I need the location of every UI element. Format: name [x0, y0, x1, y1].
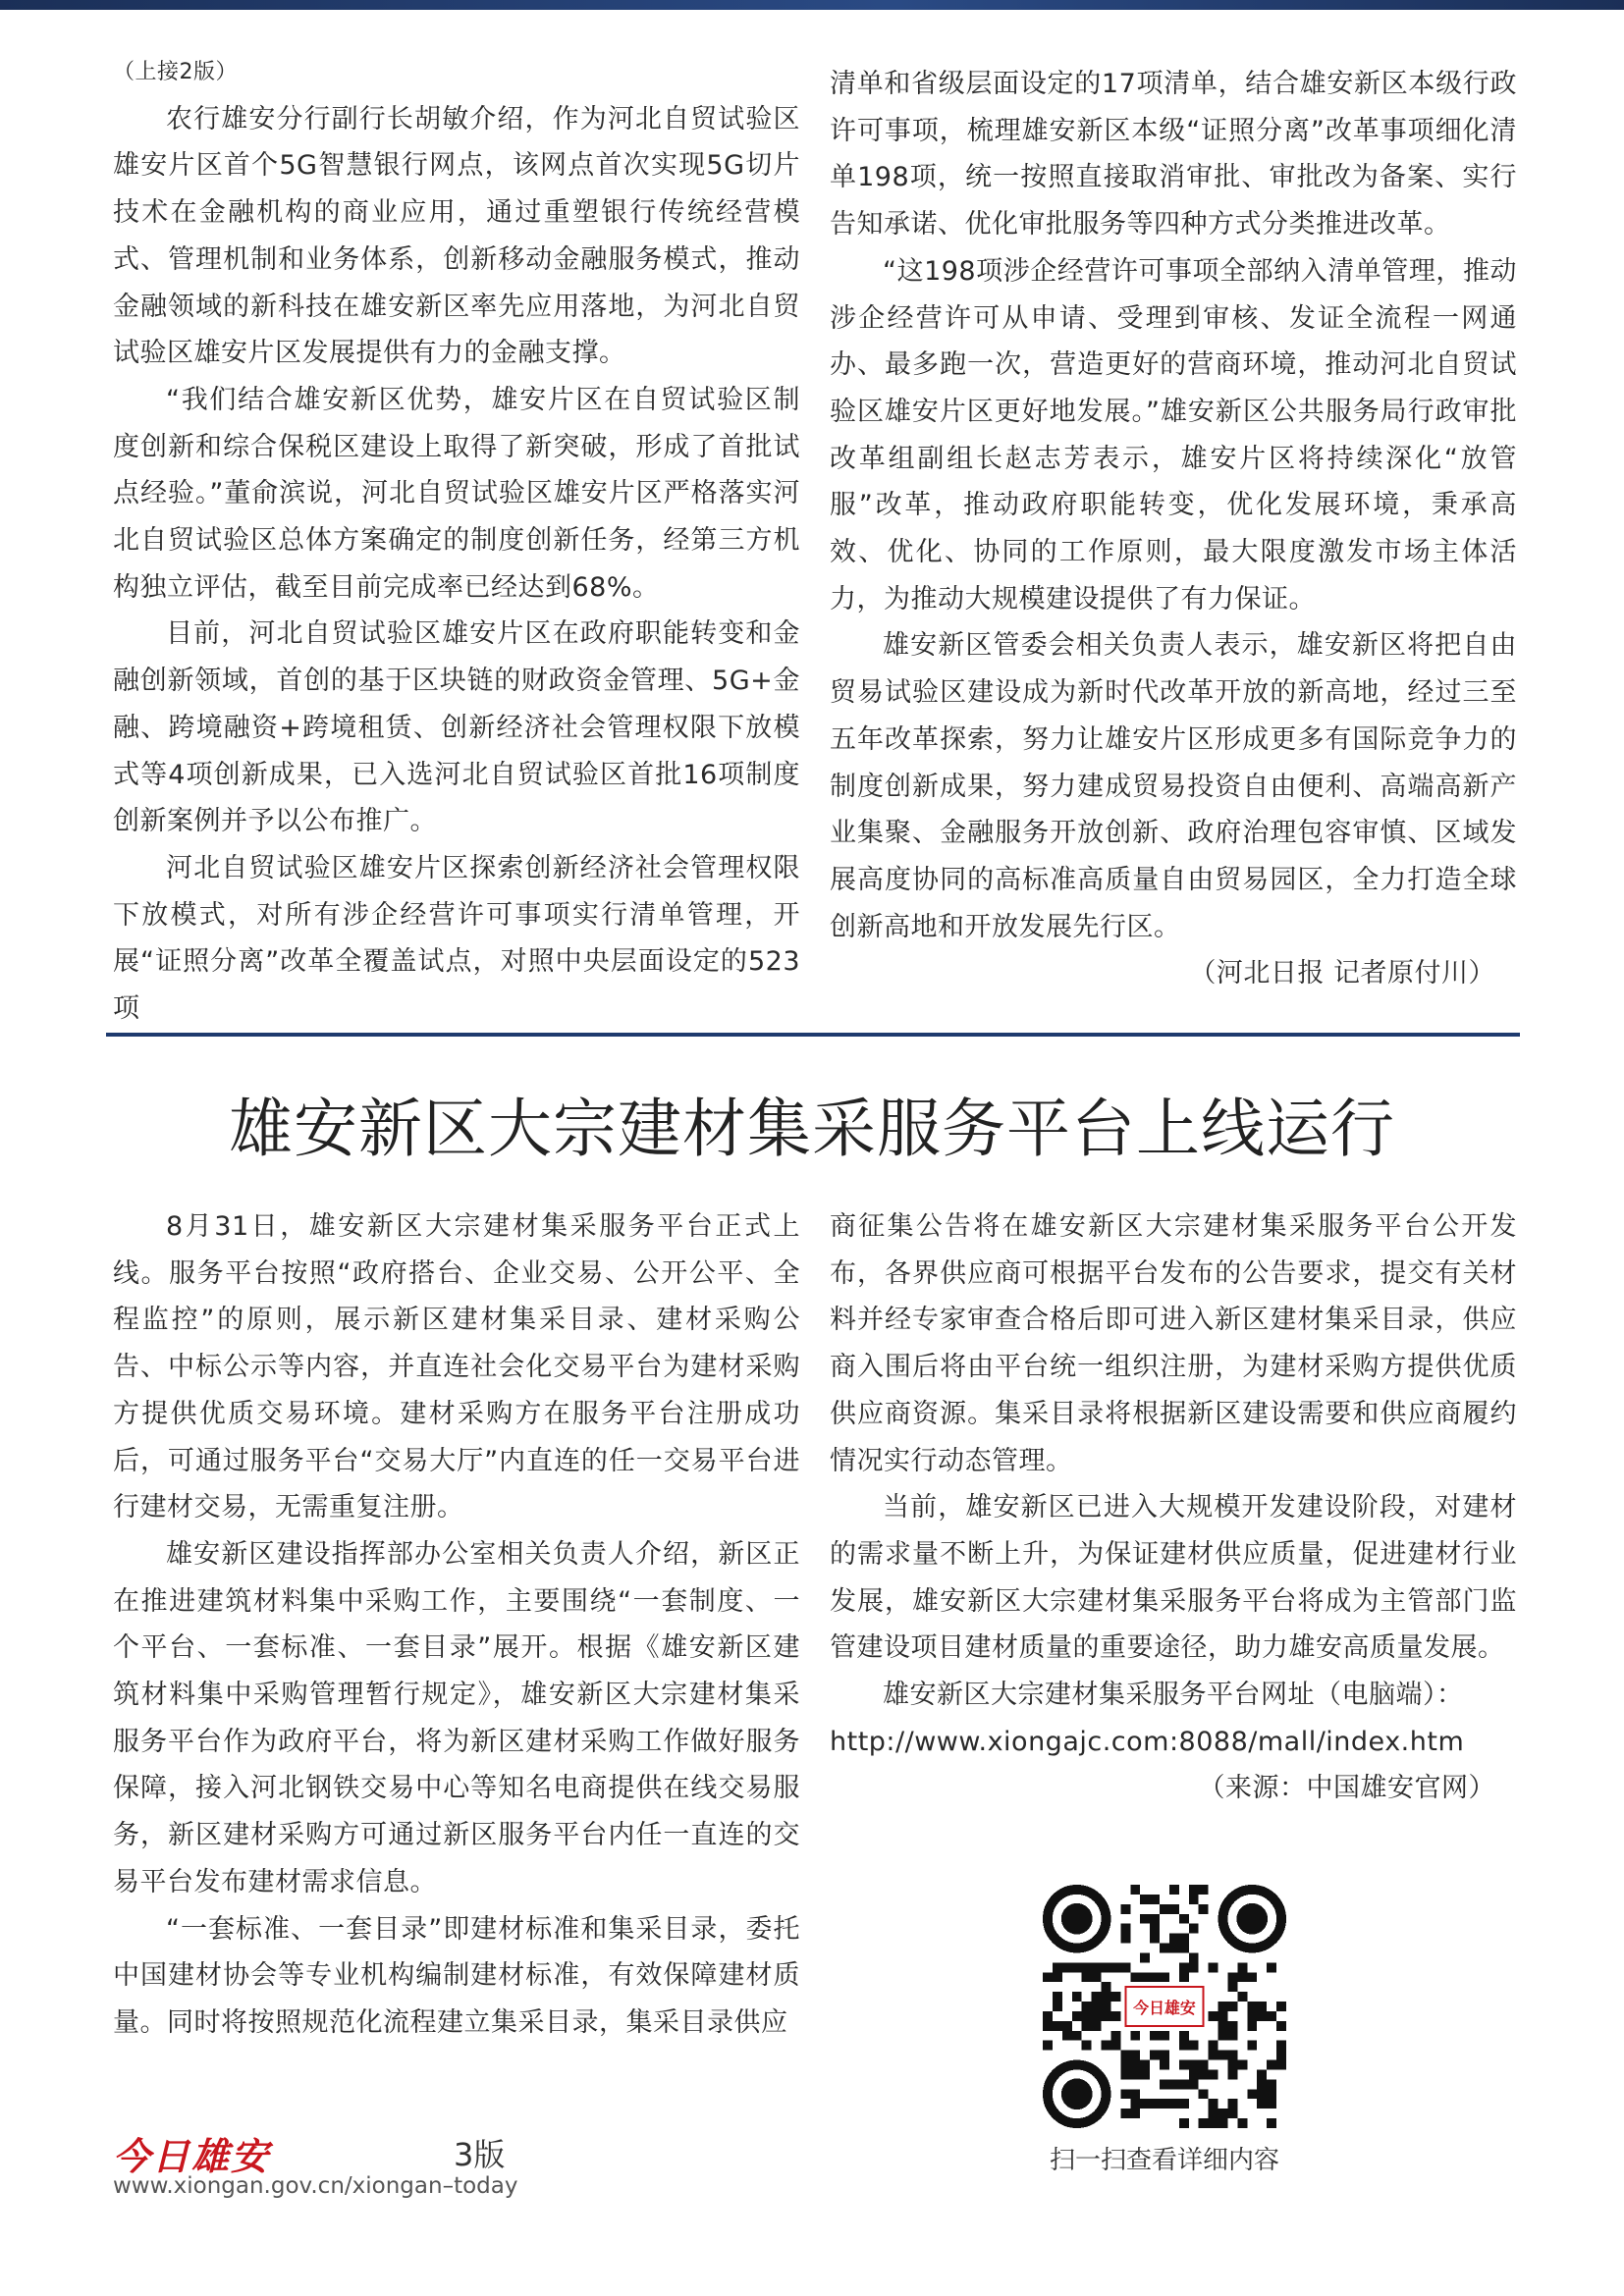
paragraph: 当前，雄安新区已进入大规模开发建设阶段，对建材的需求量不断上升，为保证建材供应质量，促进建材行业发展，雄安新区大宗建材集采服务平台将成为主管部门监管建设项目建材质量的重要途径，助力雄安高质量发展。	[830, 1492, 1517, 1664]
article1-column-left	[113, 49, 800, 1033]
qr-center-label: 今日雄安	[1133, 1998, 1196, 2017]
article2-source: （来源：中国雄安官网）	[1198, 1773, 1495, 1804]
article2-headline: 雄安新区大宗建材集采服务平台上线运行	[228, 1093, 1395, 1166]
paragraph: 目前，河北自贸试验区雄安片区在政府职能转变和金融创新领域，首创的基于区块链的财政资金管理、5G+金融、跨境融资+跨境租赁、创新经济社会管理权限下放模式等4项创新成果，已入选河北自贸试验区首批16项制度创新案例并予以公布推广。	[113, 618, 800, 837]
qr-code-icon[interactable]	[1043, 1885, 1286, 2128]
paragraph: 雄安新区大宗建材集采服务平台网址（电脑端）：	[883, 1680, 1464, 1711]
paragraph: “一套标准、一套目录”即建材标准和集采目录，委托中国建材协会等专业机构编制建材标准，有效保障建材质量。同时将按照规范化流程建立集采目录，集采目录供应	[113, 1913, 800, 2038]
page-number: 3版	[454, 2136, 506, 2173]
qr-finder-pattern	[1223, 1890, 1282, 1949]
paragraph-continued: 清单和省级层面设定的17项清单，结合雄安新区本级行政许可事项，梳理雄安新区本级“证照分离”改革事项细化清单198项，统一按照直接取消审批、审批改为备案、实行告知承诺、优化审批服务等四种方式分类推进改革。	[830, 69, 1517, 240]
paragraph: 农行雄安分行副行长胡敏介绍，作为河北自贸试验区雄安片区首个5G智慧银行网点，该网点首次实现5G切片技术在金融机构的商业应用，通过重塑银行传统经营模式、管理机制和业务体系，创新移动金融服务模式，推动金融领域的新科技在雄安新区率先应用落地，为河北自贸试验区雄安片区发展提供有力的金融支撑。	[113, 103, 800, 369]
top-accent-bar	[0, 0, 1624, 10]
article1-column-right	[830, 61, 1517, 997]
qr-finder-pattern	[1048, 1890, 1107, 1949]
paragraph: 河北自贸试验区雄安片区探索创新经济社会管理权限下放模式，对所有涉企经营许可事项实行清单管理，开展“证照分离”改革全覆盖试点，对照中央层面设定的523项	[113, 852, 800, 1025]
platform-url-link[interactable]: http://www.xiongajc.com:8088/mall/index.htm	[830, 1726, 1465, 1757]
qr-caption: 扫一扫查看详细内容	[1049, 2146, 1279, 2175]
paragraph: 8月31日，雄安新区大宗建材集采服务平台正式上线。服务平台按照“政府搭台、企业交易、公开公平、全程监控”的原则，展示新区建材集采目录、建材采购公告、中标公示等内容，并直连社会化交易平台为建材采购方提供优质交易环境。建材采购方在服务平台注册成功后，可通过服务平台“交易大厅”内直连的任一交易平台进行建材交易，无需重复注册。	[113, 1211, 800, 1523]
paragraph: 雄安新区管委会相关负责人表示，雄安新区将把自由贸易试验区建设成为新时代改革开放的新高地，经过三至五年改革探索，努力让雄安片区形成更多有国际竞争力的制度创新成果，努力建成贸易投资自由便利、高端高新产业集聚、金融服务开放创新、政府治理包容审慎、区域发展高度协同的高标准高质量自由贸易园区，全力打造全球创新高地和开放发展先行区。	[830, 630, 1517, 942]
paper-logo: 今日雄安	[113, 2134, 271, 2178]
article2-column-left	[113, 1203, 800, 2047]
continued-note: （上接2版）	[113, 60, 238, 84]
qr-finder-pattern	[1048, 2065, 1107, 2124]
paragraph: 雄安新区建设指挥部办公室相关负责人介绍，新区正在推进建筑材料集中采购工作，主要围绕“一套制度、一个平台、一套标准、一套目录”展开。根据《雄安新区建筑材料集中采购管理暂行规定》，雄安新区大宗建材集采服务平台作为政府平台，将为新区建材采购工作做好服务保障，接入河北钢铁交易中心等知名电商提供在线交易服务，新区建材采购方可通过新区服务平台内任一直连的交易平台发布建材需求信息。	[113, 1538, 800, 1897]
paragraph: “我们结合雄安新区优势，雄安片区在自贸试验区制度创新和综合保税区建设上取得了新突破，形成了首批试点经验。”董俞滨说，河北自贸试验区雄安片区严格落实河北自贸试验区总体方案确定的制度创新任务，经第三方机构独立评估，截至目前完成率已经达到68%。	[113, 384, 800, 603]
paragraph: “这198项涉企经营许可事项全部纳入清单管理，推动涉企经营许可从申请、受理到审核、发证全流程一网通办、最多跑一次，营造更好的营商环境，推动河北自贸试验区雄安片区更好地发展。”雄安新区公共服务局行政审批改革组副组长赵志芳表示，雄安片区将持续深化“放管服”改革，推动政府职能转变，优化发展环境，秉承高效、优化、协同的工作原则，最大限度激发市场主体活力，为推动大规模建设提供了有力保证。	[830, 255, 1517, 614]
section-divider	[106, 1033, 1520, 1037]
site-url: www.xiongan.gov.cn/xiongan–today	[113, 2173, 518, 2199]
article2-column-right	[830, 1203, 1517, 1812]
article1-source: （河北日报 记者原付川）	[1189, 958, 1495, 989]
paragraph-continued: 商征集公告将在雄安新区大宗建材集采服务平台公开发布，各界供应商可根据平台发布的公告要求，提交有关材料并经专家审查合格后即可进入新区建材集采目录，供应商入围后将由平台统一组织注册，为建材采购方提供优质供应商资源。集采目录将根据新区建设需要和供应商履约情况实行动态管理。	[830, 1211, 1517, 1476]
